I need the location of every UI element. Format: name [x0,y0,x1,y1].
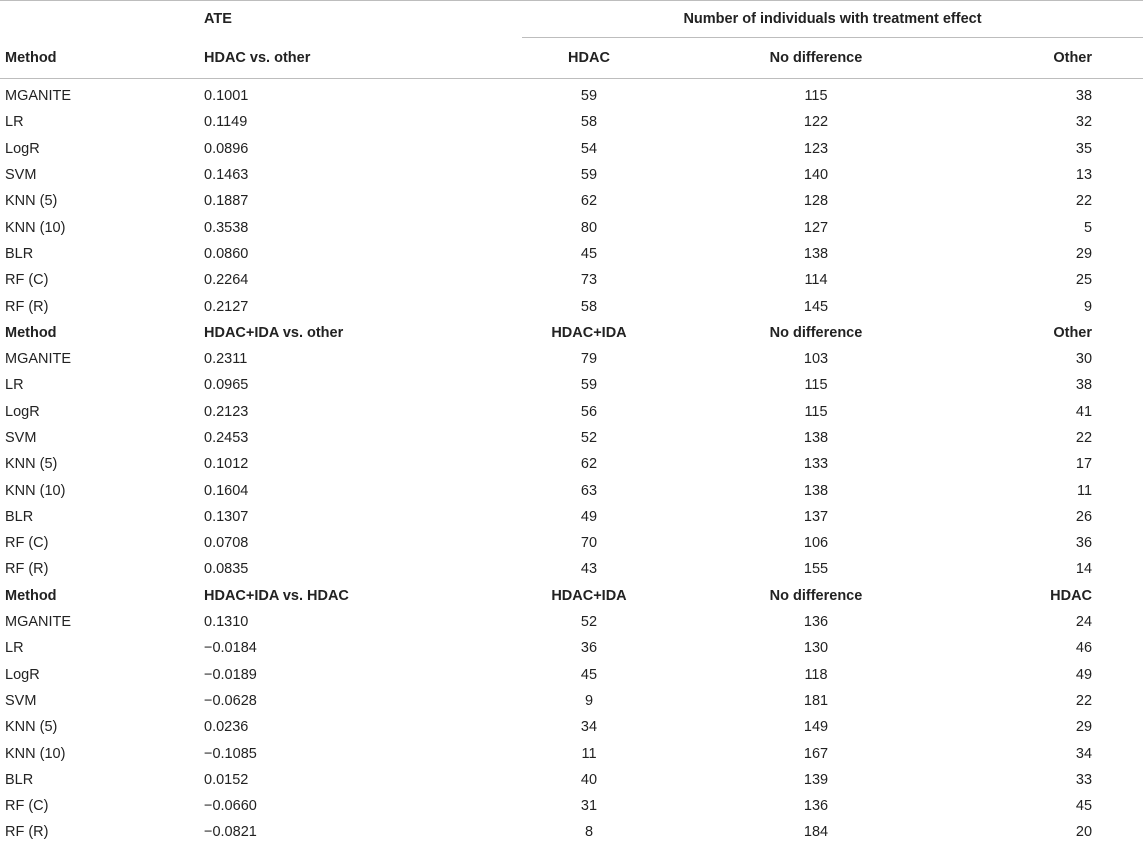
count-a-cell: 45 [580,245,598,262]
count-a-cell: 62 [580,193,598,210]
count-c-cell: 5 [1083,219,1093,236]
ate-cell: 0.0835 [204,561,249,578]
ate-cell: 0.1310 [204,614,249,631]
ate-cell: −0.0184 [204,640,257,657]
method-cell: MGANITE [5,614,72,631]
count-b-cell: 114 [804,272,828,289]
col-b-header: No difference [656,38,976,79]
method-cell: RF (C) [5,535,49,552]
table-row [0,425,1143,451]
ate-title: ATE [204,1,522,38]
count-c-cell: 14 [1075,561,1093,578]
table-row [0,556,1143,582]
count-a-cell: 8 [584,824,594,841]
count-b-cell: 123 [803,140,829,157]
method-cell: KNN (5) [5,193,58,210]
ate-cell: −0.0660 [204,798,257,815]
count-c-cell: 34 [1075,745,1093,762]
ate-cell: −0.1085 [204,745,257,762]
header-blank [0,1,204,38]
table-row [0,136,1143,162]
table-row [0,399,1143,425]
method-cell: KNN (10) [5,482,66,499]
count-c-cell: 41 [1075,403,1093,420]
count-a-cell: 79 [580,351,598,368]
count-a-cell: 34 [580,719,598,736]
group-col-b-label: No difference [769,587,863,604]
table-row [0,293,1143,319]
group-col-a-label: HDAC+IDA [551,587,627,604]
count-a-cell: 9 [584,692,594,709]
table-row [0,793,1143,819]
count-b-cell: 181 [803,692,829,709]
method-cell: BLR [5,771,34,788]
ate-cell: −0.0189 [204,666,257,683]
count-a-cell: 70 [580,535,598,552]
ate-cell: 0.2264 [204,272,249,289]
method-cell: KNN (5) [5,719,58,736]
method-cell: KNN (10) [5,219,66,236]
count-c-cell: 22 [1075,692,1093,709]
treatment-effect-spanner: Number of individuals with treatment effect [522,1,1143,38]
count-c-cell: 35 [1075,140,1093,157]
count-c-cell: 17 [1075,456,1093,473]
count-c-cell: 22 [1075,430,1093,446]
ate-cell: 0.1604 [204,482,249,499]
count-c-cell: 32 [1075,114,1093,131]
ate-cell: 0.1463 [204,167,249,184]
count-b-cell: 155 [803,561,829,578]
count-c-cell: 38 [1075,88,1093,105]
table-row [0,477,1143,503]
table-row [0,819,1143,845]
table-row [0,688,1143,714]
count-b-cell: 115 [804,377,828,394]
ate-cell: 0.0965 [204,377,249,394]
table-header [0,1,1143,79]
count-c-cell: 46 [1075,640,1093,657]
method-cell: LR [5,377,24,394]
count-b-cell: 130 [803,640,829,657]
count-a-cell: 40 [580,771,598,788]
group-col-b-label: No difference [769,324,863,341]
count-a-cell: 73 [580,272,598,289]
table-row [0,241,1143,267]
count-b-cell: 138 [803,482,829,499]
ate-cell: 0.1887 [204,193,249,210]
count-b-cell: 106 [803,535,829,552]
table-row [0,609,1143,635]
count-a-cell: 52 [580,614,598,631]
group-method-label: Method [5,587,57,604]
count-c-cell: 36 [1075,535,1093,552]
table-row [0,109,1143,135]
ate-cell: 0.1012 [204,456,249,473]
count-b-cell: 184 [803,824,829,841]
count-b-cell: 122 [803,114,829,131]
count-c-cell: 25 [1075,272,1093,289]
group-col-a-label: HDAC+IDA [551,324,627,341]
method-cell: KNN (10) [5,745,66,762]
ate-cell: 0.2127 [204,298,249,315]
table-row [0,372,1143,398]
count-c-cell: 45 [1075,798,1093,815]
count-a-cell: 62 [580,456,598,473]
ate-cell: 0.1307 [204,508,249,525]
count-b-cell: 133 [803,456,829,473]
group-ate-label: HDAC+IDA vs. other [204,324,344,341]
count-b-cell: 115 [804,88,828,105]
ate-cell: −0.0628 [204,692,257,709]
method-cell: RF (R) [5,298,49,315]
count-a-cell: 36 [580,640,598,657]
count-c-cell: 13 [1075,167,1093,184]
ate-cell: 0.0236 [204,719,249,736]
method-cell: SVM [5,430,37,446]
ate-cell: −0.0821 [204,824,257,841]
count-a-cell: 52 [580,430,598,446]
method-cell: LogR [5,140,40,157]
count-b-cell: 140 [803,167,829,184]
method-cell: LR [5,114,24,131]
method-cell: RF (R) [5,824,49,841]
method-cell: RF (C) [5,272,49,289]
count-c-cell: 24 [1075,614,1093,631]
count-b-cell: 103 [803,351,829,368]
method-cell: SVM [5,692,37,709]
count-c-cell: 30 [1075,351,1093,368]
col-a-header: HDAC [522,38,656,79]
table-row [0,267,1143,293]
method-cell: RF (C) [5,798,49,815]
method-cell: LogR [5,403,40,420]
count-b-cell: 128 [803,193,829,210]
ate-cell: 0.2123 [204,403,249,420]
table-row [0,162,1143,188]
group-col-c-label: Other [1053,324,1093,341]
count-b-cell: 139 [803,771,829,788]
group-header-row [0,583,1143,609]
table-row [0,635,1143,661]
count-b-cell: 138 [803,430,829,446]
count-a-cell: 59 [580,167,598,184]
group-col-c-label: HDAC [1050,587,1093,604]
col-c-header: Other [976,38,1143,79]
count-c-cell: 33 [1075,771,1093,788]
ate-cell: 0.2453 [204,430,249,446]
count-b-cell: 115 [804,403,828,420]
count-c-cell: 26 [1075,508,1093,525]
count-a-cell: 59 [580,377,598,394]
table-row [0,662,1143,688]
count-b-cell: 149 [803,719,829,736]
table-row [0,504,1143,530]
count-a-cell: 56 [580,403,598,420]
ate-cell: 0.0152 [204,771,249,788]
ate-cell: 0.1001 [204,88,249,105]
table-row [0,188,1143,214]
count-a-cell: 45 [580,666,598,683]
ate-cell: 0.0860 [204,245,249,262]
count-a-cell: 11 [581,745,597,762]
method-cell: KNN (5) [5,456,58,473]
ate-cell: 0.0896 [204,140,249,157]
count-c-cell: 22 [1075,193,1093,210]
group-ate-label: HDAC+IDA vs. HDAC [204,587,349,604]
table-row [0,714,1143,740]
count-b-cell: 137 [803,508,829,525]
count-a-cell: 43 [580,561,598,578]
count-a-cell: 58 [580,298,598,315]
count-c-cell: 20 [1075,824,1093,841]
ate-cell: 0.2311 [204,351,248,368]
count-a-cell: 54 [580,140,598,157]
count-a-cell: 80 [580,219,598,236]
table-row [0,79,1143,110]
table-row [0,214,1143,240]
count-b-cell: 118 [804,666,828,683]
count-a-cell: 58 [580,114,598,131]
ate-cell: 0.0708 [204,535,249,552]
count-b-cell: 167 [803,745,829,762]
count-b-cell: 138 [803,245,829,262]
ate-cell: 0.1149 [204,114,248,131]
count-c-cell: 11 [1076,482,1093,499]
method-cell: LR [5,640,24,657]
method-cell: MGANITE [5,351,72,368]
count-a-cell: 59 [580,88,598,105]
count-b-cell: 127 [803,219,829,236]
method-header: Method [0,38,204,79]
method-cell: LogR [5,666,40,683]
group-header-row [0,320,1143,346]
count-a-cell: 63 [580,482,598,499]
method-cell: RF (R) [5,561,49,578]
table-body [0,79,1143,846]
count-c-cell: 38 [1075,377,1093,394]
count-c-cell: 9 [1083,298,1093,315]
count-a-cell: 49 [580,508,598,525]
count-b-cell: 145 [803,298,829,315]
group-method-label: Method [5,324,57,341]
table-row [0,451,1143,477]
table-row [0,740,1143,766]
count-b-cell: 136 [803,798,829,815]
method-cell: BLR [5,245,34,262]
table-row [0,767,1143,793]
count-c-cell: 49 [1075,666,1093,683]
method-cell: BLR [5,508,34,525]
count-c-cell: 29 [1075,719,1093,736]
ate-subheader: HDAC vs. other [204,38,522,79]
table-row [0,530,1143,556]
method-cell: MGANITE [5,88,72,105]
count-a-cell: 31 [580,798,598,815]
count-b-cell: 136 [803,614,829,631]
table-row [0,346,1143,372]
count-c-cell: 29 [1075,245,1093,262]
method-cell: SVM [5,167,37,184]
ate-cell: 0.3538 [204,219,249,236]
